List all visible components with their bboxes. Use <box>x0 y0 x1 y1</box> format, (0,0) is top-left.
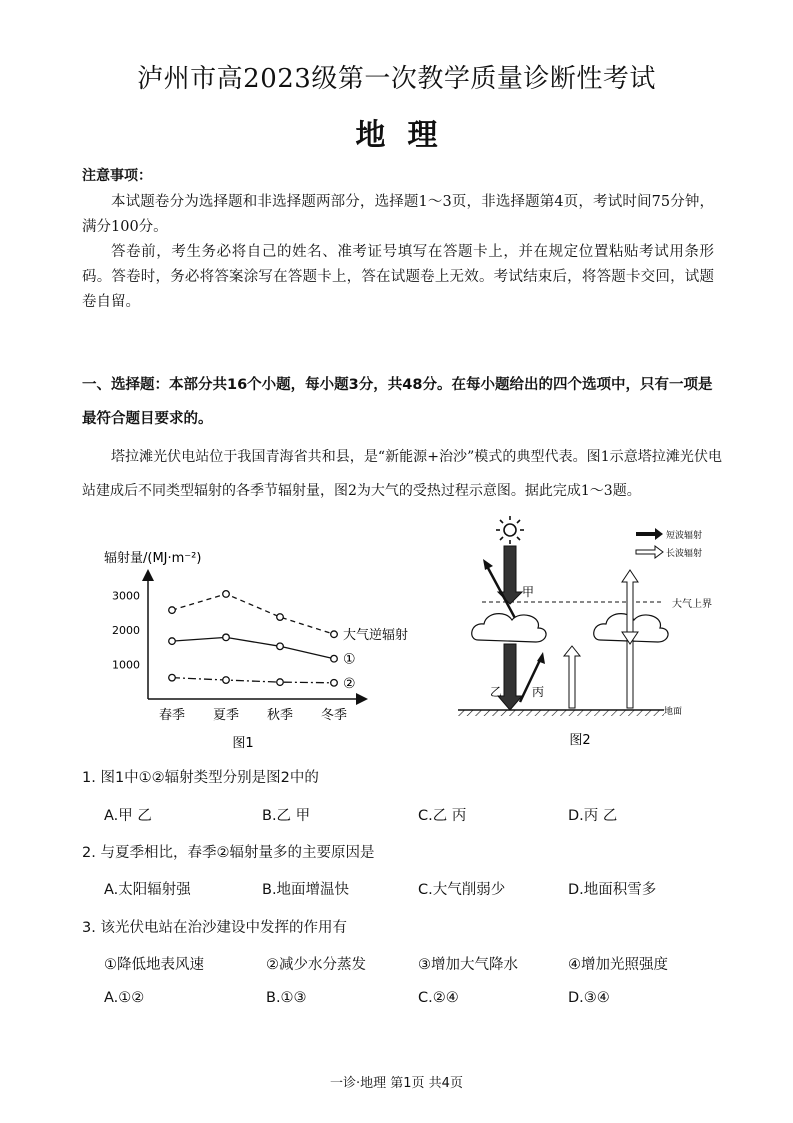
subject-title: 地理 <box>355 118 460 153</box>
figure1-data-point <box>277 614 284 621</box>
figure1-series-line <box>172 637 334 658</box>
figure1-data-point <box>331 631 338 638</box>
question-1-option-c[interactable]: C.乙 丙 <box>418 808 467 824</box>
question-1-option-b[interactable]: B.乙 甲 <box>262 808 311 824</box>
atmosphere-top-label: 大气上界 <box>672 599 712 610</box>
figure1-series-line <box>172 594 334 634</box>
question-2-option-d[interactable]: D.地面积雪多 <box>568 882 657 898</box>
question-3-option-a[interactable]: A.①② <box>104 990 145 1006</box>
figure1-data-point <box>223 634 230 641</box>
notice-paragraph-2: 答卷前，考生务必将自己的姓名、准考证号填写在答题卡上，并在规定位置粘贴考试用条形码。答卷时，务必将答案涂写在答题卡上，答在试题卷上无效。考试结束后，将答题卡交回，试题卷自留。 <box>82 244 714 310</box>
ground-longwave-arrow <box>564 646 580 708</box>
figure2-caption: 图2 <box>569 733 591 748</box>
question-1-stem: 1. 图1中①②辐射类型分别是图2中的 <box>82 770 319 786</box>
figure1-series-label: ① <box>343 651 356 668</box>
figure1-data-point <box>169 674 176 681</box>
section-intro: 塔拉滩光伏电站位于我国青海省共和县，是“新能源+治沙”模式的典型代表。图1示意塔拉滩光伏电站建成后不同类型辐射的各季节辐射量，图2为大气的受热过程示意图。据此完成1～3题。 <box>82 449 722 499</box>
figure1-data-point <box>331 680 338 687</box>
figure1-caption: 图1 <box>232 736 254 751</box>
section-heading: 一、选择题：本部分共16个小题，每小题3分，共48分。在每小题给出的四个选项中，只有一项是最符合题目要求的。 <box>82 377 713 427</box>
question-2-stem: 2. 与夏季相比，春季②辐射量多的主要原因是 <box>82 845 375 861</box>
question-1-option-a[interactable]: A.甲 乙 <box>104 808 152 824</box>
question-3-option-b[interactable]: B.①③ <box>266 990 307 1006</box>
ground-solar-arrow <box>498 644 522 710</box>
label-jia: 甲 <box>522 585 535 599</box>
figure1-series-label: ② <box>343 675 356 692</box>
figure1-xtick-label: 秋季 <box>266 708 294 723</box>
figure1-data-point <box>331 655 338 662</box>
question-3-statement-4: ④增加光照强度 <box>568 957 668 973</box>
question-2-option-a[interactable]: A.太阳辐射强 <box>104 882 191 898</box>
ground-label: 地面 <box>664 707 683 717</box>
figure1-data-point <box>223 677 230 684</box>
notice-heading: 注意事项： <box>82 168 152 184</box>
figure1-data-point <box>223 591 230 598</box>
question-1-option-d[interactable]: D.丙 乙 <box>568 808 618 824</box>
figure1-data-point <box>169 638 176 645</box>
figure1-xtick-label: 冬季 <box>320 708 348 723</box>
question-3-statement-3: ③增加大气降水 <box>418 957 518 973</box>
question-3-option-d[interactable]: D.③④ <box>568 990 610 1006</box>
figure1-series-line <box>172 678 334 683</box>
question-3-statement-1: ①降低地表风速 <box>104 957 204 973</box>
label-yi: 乙 <box>490 685 503 699</box>
figure1-ytick-label: 1000 <box>112 658 140 672</box>
svg-text:长波辐射: 长波辐射 <box>666 549 703 559</box>
figure1-xtick-label: 夏季 <box>212 708 240 723</box>
figure1-data-point <box>277 679 284 686</box>
figure1-data-point <box>277 643 284 650</box>
question-2-option-c[interactable]: C.大气削弱少 <box>418 882 506 898</box>
ground-hatch <box>458 710 664 716</box>
figure1-ytick-label: 3000 <box>112 589 140 603</box>
svg-text:短波辐射: 短波辐射 <box>666 531 703 541</box>
question-2-option-b[interactable]: B.地面增温快 <box>262 882 350 898</box>
exam-title: 泸州市高2023级第一次教学质量诊断性考试 <box>137 64 656 94</box>
cloud-left <box>472 614 546 642</box>
figure1-xtick-label: 春季 <box>158 708 186 723</box>
label-bing: 丙 <box>532 685 545 699</box>
question-3-statement-2: ②减少水分蒸发 <box>266 957 366 973</box>
sun-icon <box>496 516 524 544</box>
figure2-legend <box>636 528 702 559</box>
question-3-stem: 3. 该光伏电站在治沙建设中发挥的作用有 <box>82 920 347 936</box>
figure2-diagram <box>450 512 712 752</box>
notice-paragraph-1: 本试题卷分为选择题和非选择题两部分，选择题1～3页，非选择题第4页，考试时间75分钟，满分100分。 <box>82 194 714 235</box>
question-3-option-c[interactable]: C.②④ <box>418 990 459 1006</box>
page-footer: 一诊·地理 第1页 共4页 <box>330 1076 463 1091</box>
figure1-data-point <box>169 607 176 614</box>
figure1-ytick-label: 2000 <box>112 624 140 638</box>
figure1-series-label: 大气逆辐射 <box>343 628 409 644</box>
figure1-chart <box>90 535 409 765</box>
figure1-ylabel: 辐射量/(MJ·m⁻²) <box>104 551 202 566</box>
